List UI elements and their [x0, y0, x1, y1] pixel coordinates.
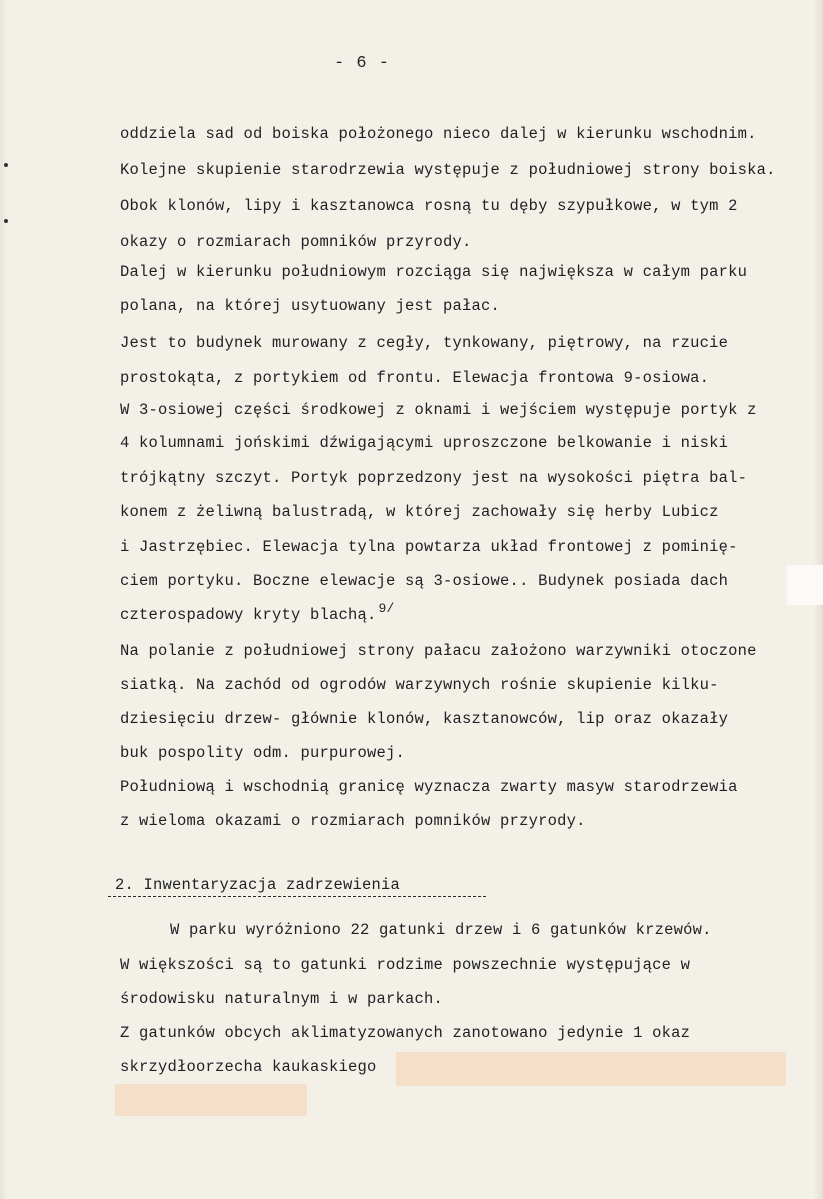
- text-line: Dalej w kierunku południowym rozciąga się największa w całym parku: [120, 263, 748, 281]
- footnote-reference: 9/: [378, 601, 395, 616]
- text-line: buk pospolity odm. purpurowej.: [120, 744, 406, 762]
- text-line: Jest to budynek murowany z cegły, tynkowany, piętrowy, na rzucie: [120, 334, 729, 352]
- text-line: z wieloma okazami o rozmiarach pomników przyrody.: [120, 812, 586, 830]
- text-line: i Jastrzębiec. Elewacja tylna powtarza układ frontowej z pominię-: [120, 538, 738, 556]
- edge-mark: [4, 219, 8, 223]
- text-line: Z gatunków obcych aklimatyzowanych zanotowano jedynie 1 okaz: [120, 1024, 691, 1042]
- text-line: oddziela sad od boiska położonego nieco dalej w kierunku wschodnim.: [120, 125, 757, 143]
- text-line: ciem portyku. Boczne elewacje są 3-osiowe.. Budynek posiada dach: [120, 572, 729, 590]
- text-line: Kolejne skupienie starodrzewia występuje z południowej strony boiska.: [120, 161, 776, 179]
- correction-tape: [115, 1084, 307, 1116]
- text-line: środowisku naturalnym i w parkach.: [120, 990, 444, 1008]
- text-line: Obok klonów, lipy i kasztanowca rosną tu dęby szypułkowe, w tym 2: [120, 197, 738, 215]
- text-line: Na polanie z południowej strony pałacu założono warzywniki otoczone: [120, 642, 757, 660]
- text-line: trójkątny szczyt. Portyk poprzedzony jest na wysokości piętra bal-: [120, 469, 748, 487]
- text-line: konem z żeliwną balustradą, w której zachowały się herby Lubicz: [120, 503, 719, 521]
- text-line: 4 kolumnami jońskimi dźwigającymi uproszczone belkowanie i niski: [120, 434, 729, 452]
- text-line: W większości są to gatunki rodzime powszechnie występujące w: [120, 956, 691, 974]
- correction-tape: [396, 1052, 786, 1086]
- text-line: okazy o rozmiarach pomników przyrody.: [120, 233, 472, 251]
- heading-underline: [108, 896, 486, 897]
- text-line-content: czterospadowy kryty blachą.: [120, 606, 377, 624]
- edge-mark: [4, 163, 8, 167]
- text-line: dziesięciu drzew- głównie klonów, kasztanowców, lip oraz okazały: [120, 710, 729, 728]
- text-line: skrzydłoorzecha kaukaskiego: [120, 1058, 377, 1076]
- paper-edge-strip: [787, 565, 823, 605]
- text-line: W parku wyróżniono 22 gatunki drzew i 6 gatunków krzewów.: [170, 921, 712, 939]
- text-line: siatką. Na zachód od ogrodów warzywnych rośnie skupienie kilku-: [120, 676, 719, 694]
- text-line: W 3-osiowej części środkowej z oknami i wejściem występuje portyk z: [120, 401, 757, 419]
- text-line: prostokąta, z portykiem od frontu. Elewacja frontowa 9-osiowa.: [120, 369, 710, 387]
- page-number: - 6 -: [334, 54, 391, 73]
- section-heading: 2. Inwentaryzacja zadrzewienia: [115, 876, 401, 894]
- text-line: Południową i wschodnią granicę wyznacza zwarty masyw starodrzewia: [120, 778, 738, 796]
- text-line: [120, 601, 395, 626]
- text-line: polana, na której usytuowany jest pałac.: [120, 297, 501, 315]
